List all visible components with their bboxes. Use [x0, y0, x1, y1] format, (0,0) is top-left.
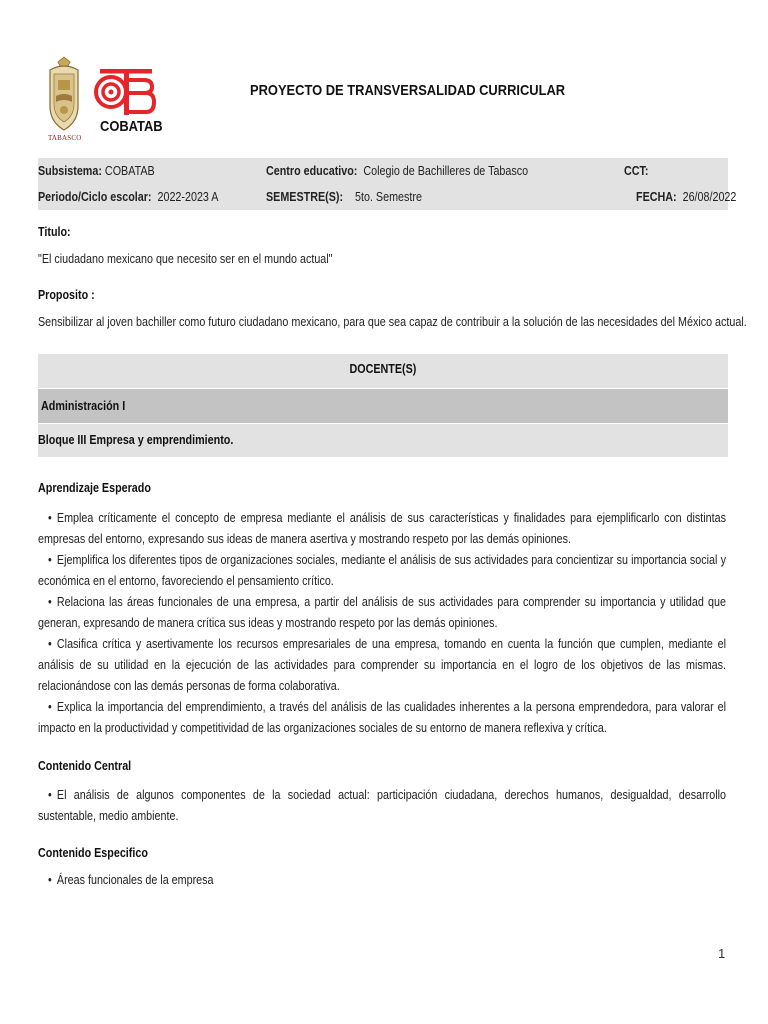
logo-area: [44, 56, 164, 146]
list-item: • Emplea críticamente el concepto de empresa mediante el análisis de sus características y finalidades para ejemplificarlo con distintas empresas del entorno, expresando sus ideas de manera asertiva y mostrando respeto por las demás opiniones.: [38, 511, 727, 546]
contenido-central-label: Contenido Central: [38, 759, 132, 773]
subsistema-field: Subsistema: COBATAB: [38, 164, 155, 178]
list-item: • Explica la importancia del emprendimiento, a través del análisis de las cualidades inherentes a la persona emprendedora, para valorar el impacto en la productividad y competitividad de las organizaciones sociales de su entorno de manera reflexiva y crítica.: [38, 700, 727, 735]
cobatab-logo: [94, 66, 156, 118]
aprendizaje-label: Aprendizaje Esperado: [38, 481, 151, 495]
proposito-value: Sensibilizar al joven bachiller como futuro ciudadano mexicano, para que sea capaz de contribuir a la solución de las necesidades del México actual.: [38, 315, 747, 329]
semestre-field: SEMESTRE(S): 5to. Semestre: [266, 190, 422, 204]
list-item: • Áreas funcionales de la empresa: [47, 873, 214, 887]
periodo-field: Periodo/Ciclo escolar: 2022-2023 A: [38, 190, 219, 204]
document-title: PROYECTO DE TRANSVERSALIDAD CURRICULAR: [250, 82, 566, 99]
contenido-central-list: [38, 785, 726, 827]
list-item: • Ejemplifica los diferentes tipos de organizaciones sociales, mediante el análisis de sus actividades para concientizar su importancia social y económica en el entorno, favoreciendo el pensamiento crítico.: [38, 553, 727, 588]
docentes-header: DOCENTE(S): [349, 362, 417, 376]
list-item: • El análisis de algunos componentes de la sociedad actual: participación ciudadana, derechos humanos, desigualdad, desarrollo sustentable, medio ambiente.: [38, 788, 727, 823]
contenido-especifico-label: Contenido Especifico: [38, 846, 148, 860]
state-seal-logo: [44, 56, 84, 136]
subject-band: [38, 389, 728, 423]
titulo-value: "El ciudadano mexicano que necesito ser en el mundo actual": [38, 252, 333, 266]
aprendizaje-list: [38, 508, 726, 739]
fecha-field: FECHA: 26/08/2022: [636, 190, 737, 204]
titulo-label: Titulo:: [38, 225, 71, 239]
list-item: • Relaciona las áreas funcionales de una empresa, a partir del análisis de sus actividades para comprender su importancia y utilidad que generan, expresando de manera crítica sus ideas y mostrando respeto por las demás opiniones.: [38, 595, 727, 630]
org-name: COBATAB: [100, 118, 163, 135]
page-number: 1: [718, 946, 726, 961]
state-label: TABASCO: [48, 134, 82, 142]
list-item: • Clasifica crítica y asertivamente los recursos empresariales de una empresa, tomando en cuenta la función que cumplen, mediante el análisis de su utilidad en la ejecución de las actividades para comprender su importancia en el logro de los objetivos de las mismas. relacionándose con las demás personas de forma colaborativa.: [38, 637, 727, 693]
block-name: Bloque III Empresa y emprendimiento.: [38, 433, 234, 447]
subject-name: Administración I: [41, 399, 126, 413]
contenido-especifico-list: [38, 870, 726, 891]
cct-field: CCT:: [624, 164, 649, 178]
centro-field: Centro educativo: Colegio de Bachilleres de Tabasco: [266, 164, 529, 178]
proposito-label: Proposito :: [38, 288, 95, 302]
